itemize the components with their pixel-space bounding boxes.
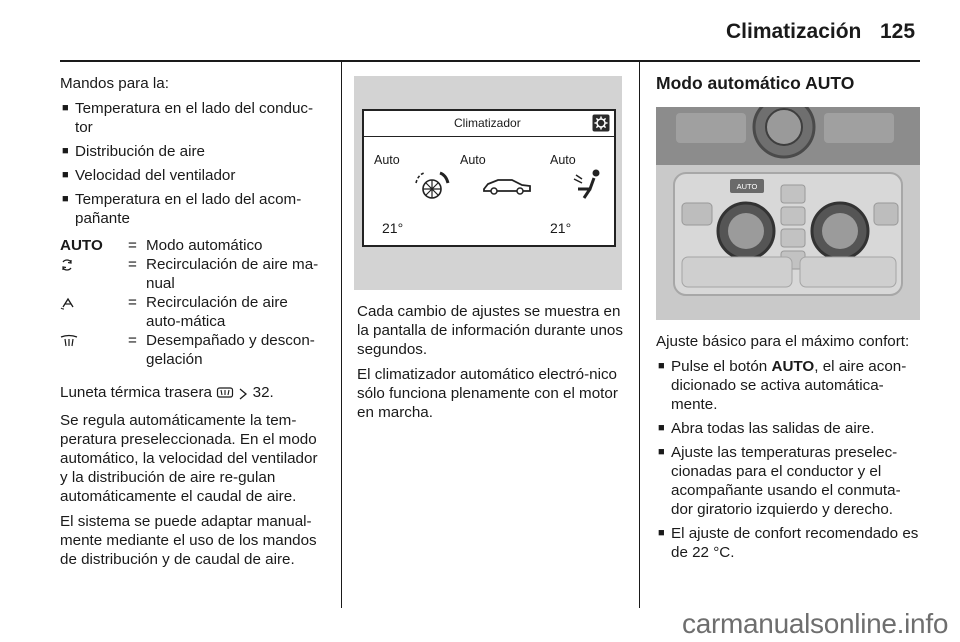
list-item: ■ Temperatura en el lado del conduc-tor xyxy=(62,100,314,136)
definition-row: AUTO = Modo automático xyxy=(60,237,263,254)
page-reference-icon xyxy=(238,386,248,405)
settings-icon xyxy=(592,114,610,132)
column-left xyxy=(60,74,326,575)
column-middle xyxy=(357,302,625,428)
header-divider xyxy=(60,60,920,62)
list-item: ■ El ajuste de confort recomendado es de 22 °C. xyxy=(658,525,919,561)
auto-label-distribution: Auto xyxy=(550,153,576,167)
display-illustration xyxy=(354,76,622,290)
climate-display-screen xyxy=(362,109,616,247)
fan-speed-icon xyxy=(410,169,454,201)
page-reference-link[interactable]: 32. xyxy=(252,384,274,401)
definition-list xyxy=(60,236,326,369)
rear-window-heater-icon xyxy=(216,386,234,405)
temp-right: 21° xyxy=(550,220,572,236)
page-title: Climatización xyxy=(726,20,862,43)
paragraph: El sistema se puede adaptar manual-mente mediante el uso de los mandos de distribución y de caudal de aire. xyxy=(60,513,317,568)
bullet-square-icon: ■ xyxy=(658,527,665,539)
display-title: Climatizador xyxy=(454,116,521,130)
air-distribution-seat-icon xyxy=(570,167,604,201)
definition-row: = Recirculación de aire auto-mática xyxy=(60,293,326,331)
list-item: ■ Abra todas las salidas de aire. xyxy=(658,420,875,437)
paragraph: Se regula automáticamente la tem-peratura preseleccionada. En el modo automático, la velocidad del ventilador y la distribución de aire re-gulan automáticamente el caudal de aire. xyxy=(60,412,318,505)
paragraph: Cada cambio de ajustes se muestra en la pantalla de información durante unos segundos. xyxy=(357,303,623,358)
photo-auto-label: AUTO xyxy=(736,182,758,191)
list-item: ■ Pulse el botón AUTO, el aire acon-dicionado se activa automática-mente. xyxy=(658,358,907,413)
list-item: ■ Velocidad del ventilador xyxy=(62,167,236,184)
column-divider-left xyxy=(341,62,342,608)
temp-left: 21° xyxy=(382,220,404,236)
bullet-square-icon: ■ xyxy=(62,169,69,181)
bullet-square-icon: ■ xyxy=(62,102,69,114)
list-item: ■ Distribución de aire xyxy=(62,143,205,160)
auto-label-fan: Auto xyxy=(374,153,400,167)
display-title-bar xyxy=(364,111,614,137)
watermark-url: carmanualsonline.info xyxy=(682,608,949,639)
bullet-square-icon: ■ xyxy=(658,422,665,434)
bullet-square-icon: ■ xyxy=(62,145,69,157)
auto-recirculation-icon xyxy=(60,293,128,331)
rear-window-line: Luneta térmica trasera 32. xyxy=(60,383,326,405)
controls-intro: Mandos para la: xyxy=(60,75,169,92)
paragraph: El climatizador automático electró-nico sólo funciona plenamente con el motor en marcha. xyxy=(357,366,618,421)
auto-key: AUTO xyxy=(771,358,815,375)
auto-label-recirc: Auto xyxy=(460,153,486,167)
recirculation-icon xyxy=(60,255,128,293)
bullet-square-icon: ■ xyxy=(62,193,69,205)
page-number: 125 xyxy=(880,20,916,43)
car-recirculation-icon xyxy=(480,171,534,199)
paragraph: Ajuste básico para el máximo confort: xyxy=(656,333,910,350)
section-heading: Modo automático AUTO xyxy=(656,73,855,93)
bullet-square-icon: ■ xyxy=(658,360,665,372)
defrost-icon xyxy=(60,331,128,369)
column-right-text xyxy=(656,332,922,567)
bullet-square-icon: ■ xyxy=(658,446,665,458)
definition-row: = Recirculación de aire ma-nual xyxy=(60,255,326,293)
list-item: ■ Temperatura en el lado del acom-pañante xyxy=(62,191,302,227)
control-panel-photo xyxy=(656,107,920,320)
list-item: ■ Ajuste las temperaturas preselec-cionadas para el conductor y el acompañante usando el conmuta-dor giratorio izquierdo y derecho. xyxy=(658,444,901,518)
definition-row: = Desempañado y descon-gelación xyxy=(60,331,326,369)
auto-key: AUTO xyxy=(60,237,103,254)
column-divider-right xyxy=(639,62,640,608)
